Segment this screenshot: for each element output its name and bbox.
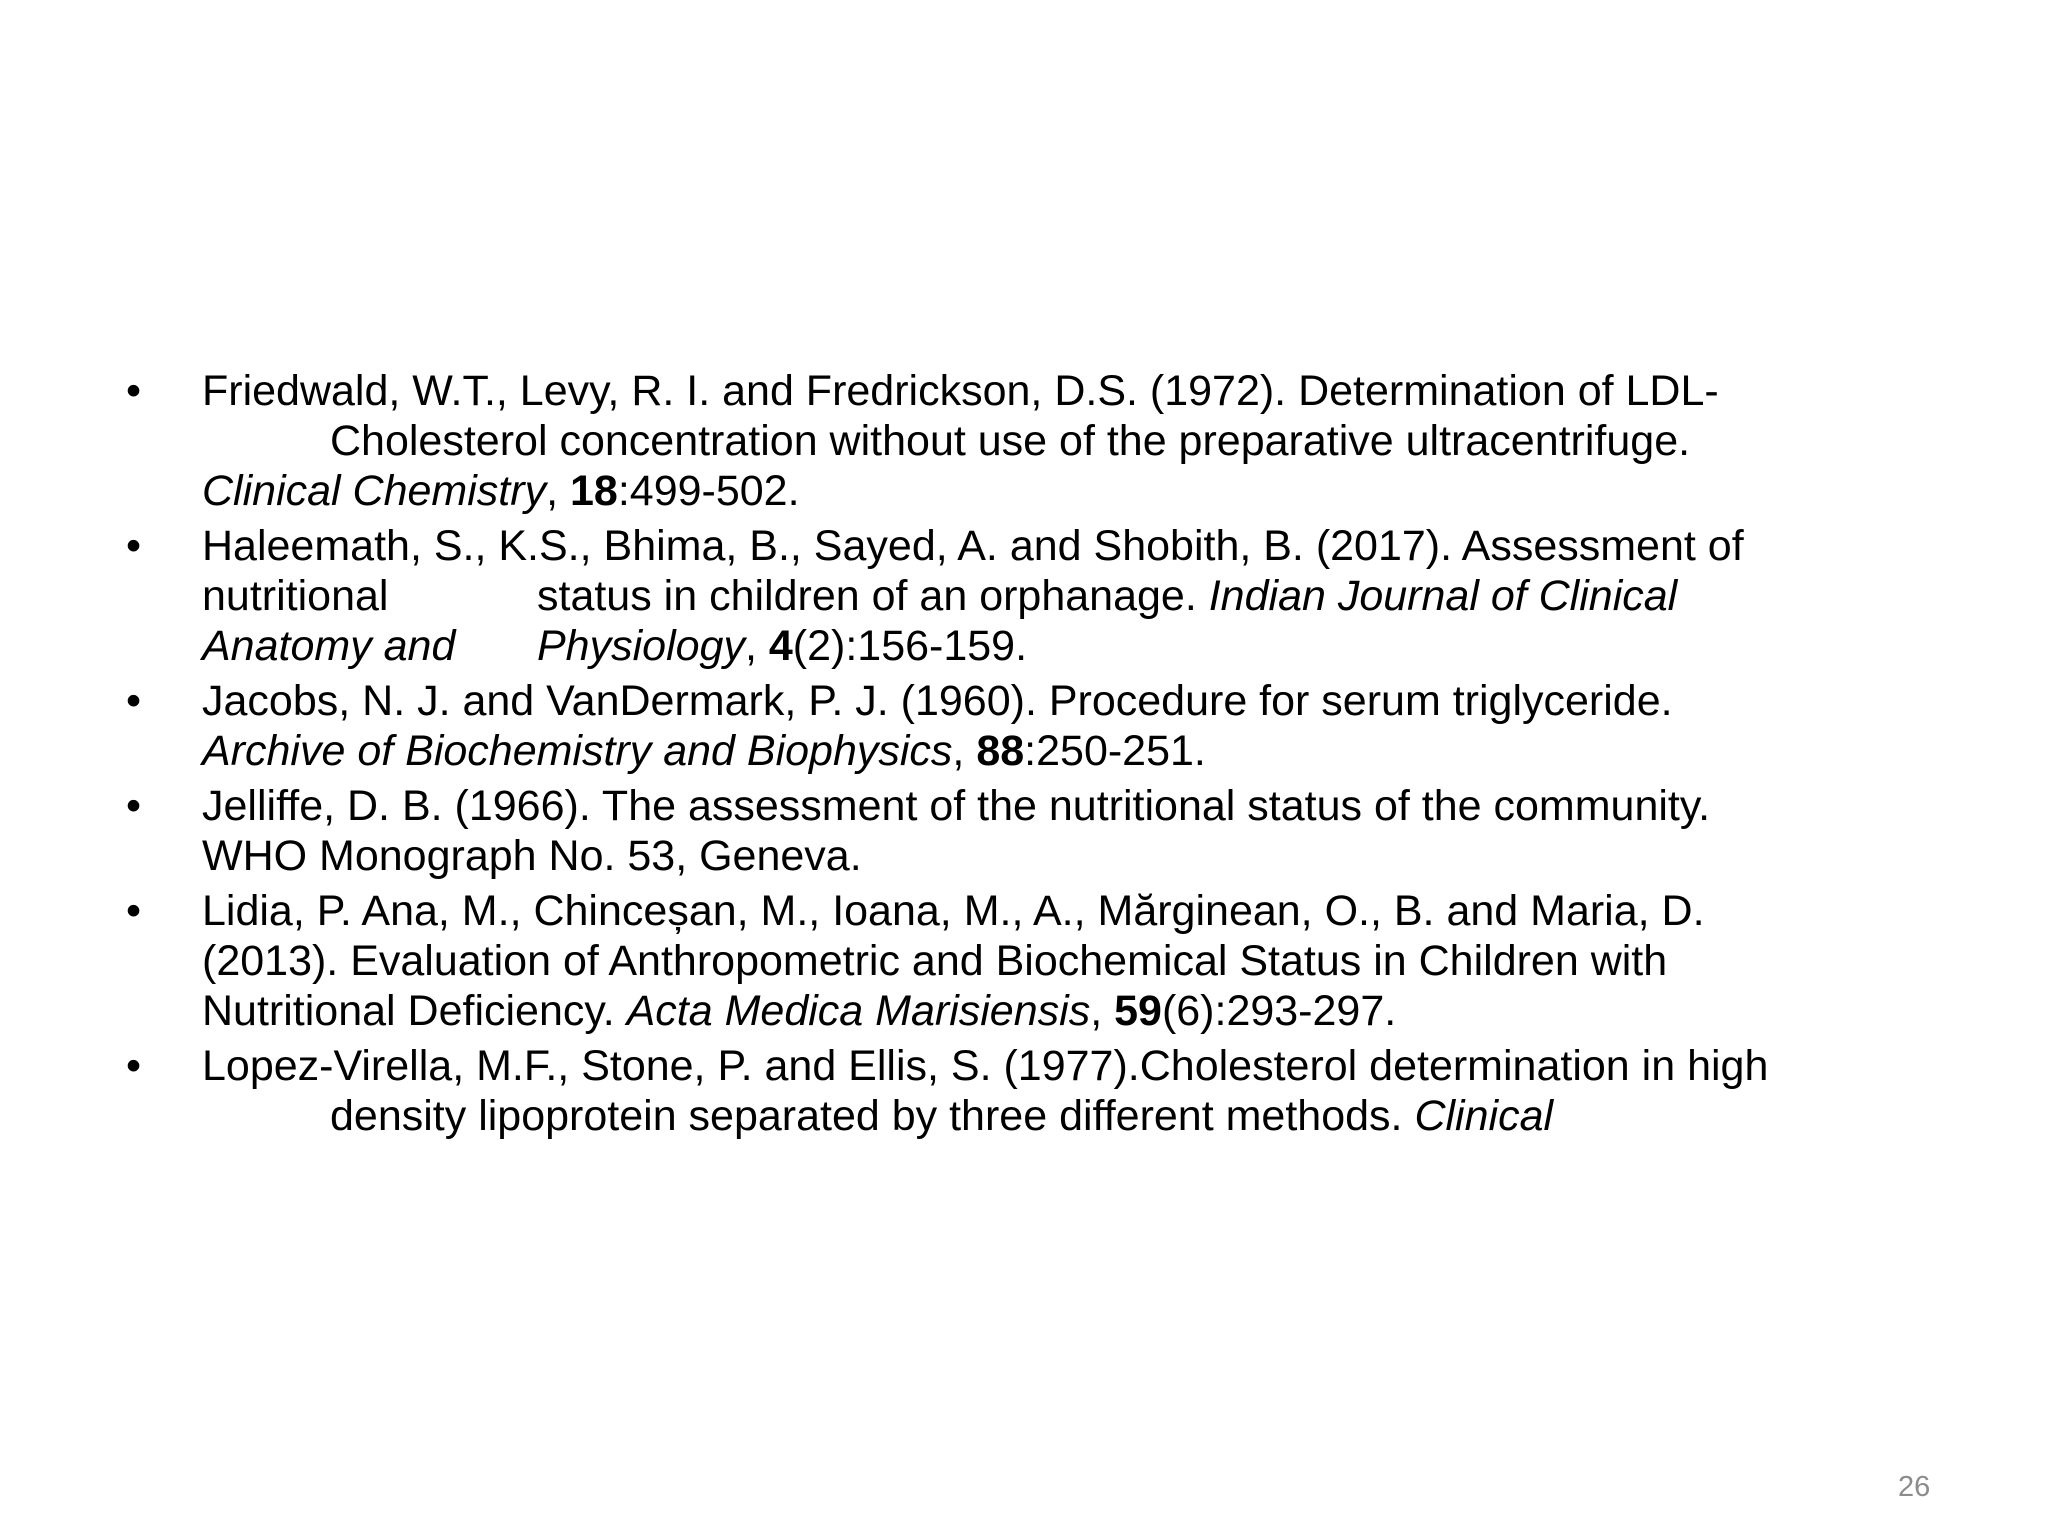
bullet-icon: •: [126, 887, 142, 935]
separator: ,: [952, 727, 977, 775]
journal-title: Anatomy and: [202, 622, 456, 670]
reference-citation: [202, 621, 1940, 671]
journal-pages: (2):156-159.: [792, 622, 1028, 670]
journal-volume: 59: [1114, 987, 1162, 1035]
reference-line: Friedwald, W.T., Levy, R. I. and Fredrickson, D.S. (1972). Determination of LDL-: [202, 367, 1719, 415]
journal-volume: 88: [976, 727, 1025, 775]
bullet-icon: •: [126, 522, 142, 570]
journal-volume: 4: [768, 622, 793, 670]
bullet-icon: •: [126, 677, 142, 725]
reference-line: Haleemath, S., K.S., Bhima, B., Sayed, A. and Shobith, B. (2017). Assessment of: [202, 522, 1744, 570]
separator: ,: [546, 467, 570, 515]
journal-title: Physiology: [537, 622, 745, 670]
reference-citation: [202, 986, 1940, 1036]
journal-title: Clinical: [1414, 1092, 1554, 1140]
separator: ,: [744, 622, 769, 670]
reference-item-haleemath: [120, 521, 1940, 671]
reference-text: status in children of an orphanage.: [537, 572, 1209, 620]
reference-line: Lidia, P. Ana, M., Chinceșan, M., Ioana, M., A., Mărginean, O., B. and Maria, D.: [202, 887, 1705, 935]
reference-line: Lopez-Virella, M.F., Stone, P. and Ellis, S. (1977).Cholesterol determination in high: [202, 1042, 1769, 1090]
reference-item-lopez-virella: [120, 1041, 1940, 1141]
journal-title: Acta Medica Marisiensis: [626, 987, 1091, 1035]
reference-item-jacobs: [120, 676, 1940, 776]
bullet-icon: •: [126, 1042, 142, 1090]
journal-title: Clinical Chemistry: [202, 467, 547, 515]
journal-pages: :499-502.: [617, 467, 800, 515]
reference-line: (2013). Evaluation of Anthropometric and Biochemical Status in Children with: [202, 937, 1668, 985]
reference-list: [120, 366, 1940, 1146]
reference-citation: [202, 1091, 1940, 1141]
journal-title: Indian Journal of Clinical: [1208, 572, 1678, 620]
reference-line: WHO Monograph No. 53, Geneva.: [202, 832, 862, 880]
separator: ,: [1090, 987, 1115, 1035]
journal-title: Archive of Biochemistry and Biophysics: [202, 727, 953, 775]
bullet-icon: •: [126, 367, 142, 415]
reference-line: [202, 571, 1940, 621]
journal-pages: :250-251.: [1024, 727, 1206, 775]
reference-item-friedwald: [120, 366, 1940, 516]
page-number: 26: [1898, 1471, 1931, 1503]
reference-citation: [202, 466, 1940, 516]
reference-line: Jelliffe, D. B. (1966). The assessment of the nutritional status of the community.: [202, 782, 1711, 830]
reference-line: Jacobs, N. J. and VanDermark, P. J. (1960). Procedure for serum triglyceride.: [202, 677, 1673, 725]
reference-item-jelliffe: [120, 781, 1940, 881]
reference-text: Nutritional Deficiency.: [202, 987, 627, 1035]
journal-pages: (6):293-297.: [1161, 987, 1397, 1035]
reference-citation: [202, 726, 1940, 776]
reference-item-lidia: [120, 886, 1940, 1036]
reference-line: Cholesterol concentration without use of the preparative ultracentrifuge.: [330, 417, 1691, 465]
reference-text: nutritional: [202, 572, 389, 620]
journal-volume: 18: [569, 467, 618, 515]
reference-text: density lipoprotein separated by three different methods.: [330, 1092, 1415, 1140]
bullet-icon: •: [126, 782, 142, 830]
